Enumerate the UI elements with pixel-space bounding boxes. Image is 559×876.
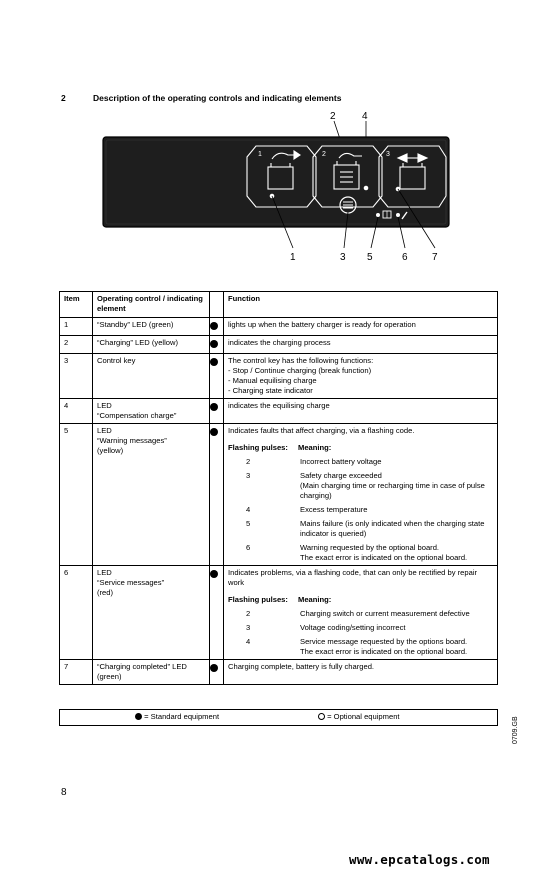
table-row bbox=[60, 566, 498, 660]
panel-box2-number: 2 bbox=[322, 151, 326, 158]
pulse-row bbox=[228, 505, 493, 515]
document-code: 0709.GB bbox=[512, 716, 519, 744]
row-item: 6 bbox=[60, 566, 93, 660]
hollow-circle-icon bbox=[318, 713, 325, 720]
row-element: “Charging” LED (yellow) bbox=[93, 336, 210, 354]
pulse-meaning: Excess temperature bbox=[300, 505, 368, 514]
row-element: LED “Compensation charge” bbox=[93, 399, 210, 424]
pulse-code: 2 bbox=[246, 609, 251, 618]
row-item: 5 bbox=[60, 424, 93, 566]
pulse-code: 3 bbox=[246, 471, 251, 480]
pulses-label: Flashing pulses: bbox=[228, 443, 288, 452]
header-item: Item bbox=[60, 292, 93, 318]
pulse-code: 3 bbox=[246, 623, 251, 632]
control-panel-diagram bbox=[0, 0, 559, 280]
row-function bbox=[224, 424, 498, 566]
callout-5: 5 bbox=[367, 252, 373, 263]
row-function bbox=[224, 354, 498, 399]
table-row bbox=[60, 424, 498, 566]
table-row bbox=[60, 660, 498, 685]
pulse-header bbox=[228, 595, 493, 605]
standard-equipment-dot bbox=[210, 664, 218, 672]
filled-dot-icon bbox=[135, 713, 142, 720]
legend-optional-label: = Optional equipment bbox=[327, 712, 400, 721]
row-element: “Charging completed” LED (green) bbox=[93, 660, 210, 685]
standard-equipment-dot bbox=[210, 403, 218, 411]
warning-led bbox=[376, 213, 380, 217]
pulse-code: 6 bbox=[246, 543, 251, 552]
row-function: Charging complete, battery is fully charged. bbox=[224, 660, 498, 685]
pulse-meaning: Voltage coding/setting incorrect bbox=[300, 623, 406, 632]
table-header-row bbox=[60, 292, 498, 318]
header-equipment bbox=[210, 292, 224, 318]
callout-1: 1 bbox=[290, 252, 296, 263]
pulse-meaning: Charging switch or current measurement defective bbox=[300, 609, 470, 618]
section-title: Description of the operating controls and indicating elements bbox=[93, 93, 342, 103]
callout-2: 2 bbox=[330, 111, 336, 122]
row-element: Control key bbox=[93, 354, 210, 399]
row-element: LED “Warning messages” (yellow) bbox=[93, 424, 210, 566]
row-function: indicates the equilising charge bbox=[224, 399, 498, 424]
operating-elements-table bbox=[59, 291, 498, 685]
row-item: 3 bbox=[60, 354, 93, 399]
header-function: Function bbox=[224, 292, 498, 318]
table-row bbox=[60, 354, 498, 399]
watermark-url: www.epcatalogs.com bbox=[349, 852, 490, 867]
standard-equipment-dot bbox=[210, 322, 218, 330]
pulse-meaning: Safety charge exceeded (Main charging time or recharging time in case of pulse charging) bbox=[300, 471, 485, 500]
callout-4: 4 bbox=[362, 111, 368, 122]
row-item: 7 bbox=[60, 660, 93, 685]
pulse-row bbox=[228, 623, 493, 633]
table-row bbox=[60, 318, 498, 336]
equipment-legend bbox=[59, 709, 498, 726]
standard-equipment-dot bbox=[210, 428, 218, 436]
function-bullet: - Stop / Continue charging (break function) bbox=[228, 366, 372, 375]
meaning-label: Meaning: bbox=[298, 443, 332, 452]
pulses-label: Flashing pulses: bbox=[228, 595, 288, 604]
pulse-row bbox=[228, 609, 493, 619]
panel-box1-number: 1 bbox=[258, 151, 262, 158]
row-function: lights up when the battery charger is ready for operation bbox=[224, 318, 498, 336]
pulse-row bbox=[228, 543, 493, 563]
function-bullet: - Charging state indicator bbox=[228, 386, 313, 395]
row-function bbox=[224, 566, 498, 660]
legend-optional bbox=[318, 712, 400, 721]
pulse-header bbox=[228, 443, 493, 453]
row-function: indicates the charging process bbox=[224, 336, 498, 354]
row-element: “Standby” LED (green) bbox=[93, 318, 210, 336]
pulse-meaning: Mains failure (is only indicated when the charging state indicator is queried) bbox=[300, 519, 485, 538]
pulse-code: 4 bbox=[246, 637, 251, 646]
row-element: LED “Service messages” (red) bbox=[93, 566, 210, 660]
pulse-row bbox=[228, 457, 493, 467]
legend-standard bbox=[135, 712, 219, 721]
row-item: 1 bbox=[60, 318, 93, 336]
table-row bbox=[60, 399, 498, 424]
pulse-row bbox=[228, 637, 493, 657]
meaning-label: Meaning: bbox=[298, 595, 332, 604]
standard-equipment-dot bbox=[210, 340, 218, 348]
pulse-meaning: Warning requested by the optional board. The exact error is indicated on the optional board. bbox=[300, 543, 468, 562]
callout-7: 7 bbox=[432, 252, 438, 263]
pulse-code: 4 bbox=[246, 505, 251, 514]
compensation-led bbox=[364, 186, 369, 191]
pulse-code: 5 bbox=[246, 519, 251, 528]
row-item: 4 bbox=[60, 399, 93, 424]
callout-3: 3 bbox=[340, 252, 346, 263]
callout-6: 6 bbox=[402, 252, 408, 263]
section-number: 2 bbox=[61, 93, 66, 103]
panel-box3-number: 3 bbox=[386, 151, 390, 158]
legend-standard-label: = Standard equipment bbox=[144, 712, 220, 721]
pulse-meaning: Incorrect battery voltage bbox=[300, 457, 382, 466]
pulse-code: 2 bbox=[246, 457, 251, 466]
pulse-meaning: Service message requested by the options board. The exact error is indicated on the optional board. bbox=[300, 637, 468, 656]
pulse-row bbox=[228, 519, 493, 539]
standard-equipment-dot bbox=[210, 358, 218, 366]
function-intro: Indicates faults that affect charging, via a flashing code. bbox=[228, 426, 415, 435]
function-intro: The control key has the following functions: bbox=[228, 356, 374, 365]
page-number: 8 bbox=[61, 787, 67, 798]
service-led bbox=[396, 213, 400, 217]
pulse-row bbox=[228, 471, 493, 501]
function-bullet: - Manual equilising charge bbox=[228, 376, 317, 385]
table-row bbox=[60, 336, 498, 354]
header-element: Operating control / indicating element bbox=[93, 292, 210, 318]
row-item: 2 bbox=[60, 336, 93, 354]
function-intro: Indicates problems, via a flashing code, that can only be rectified by repair work bbox=[228, 568, 478, 587]
standard-equipment-dot bbox=[210, 570, 218, 578]
